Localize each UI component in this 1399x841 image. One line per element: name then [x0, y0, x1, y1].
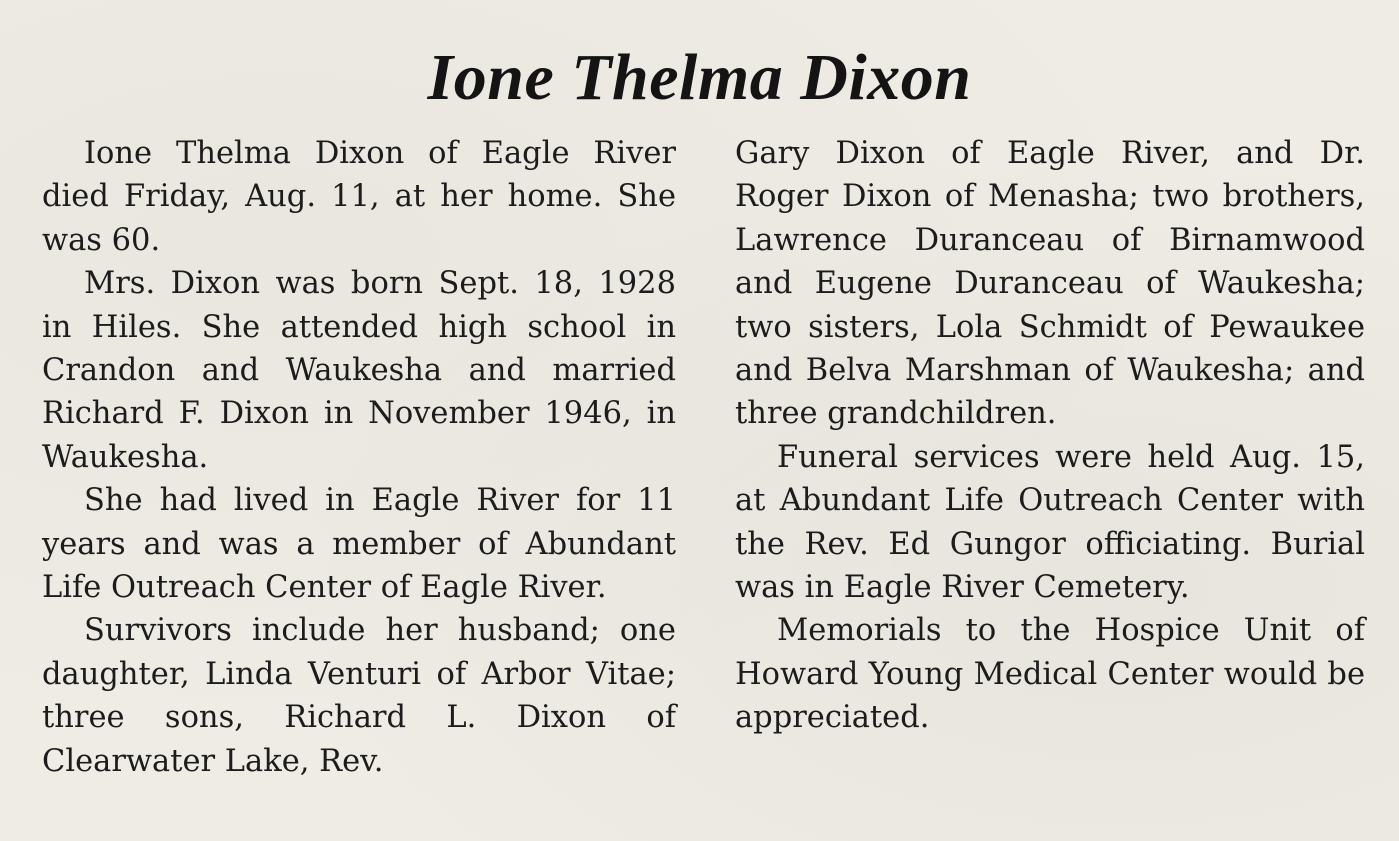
paragraph-memorials: Memorials to the Hospice Unit of Howard Young Medical Center would be appreciated. [735, 613, 1365, 736]
paragraph-funeral-services: Funeral services were held Aug. 15, at Abundant Life Outreach Center with the Rev. Ed Gungor officiating. Burial was in Eagle River Cemetery. [735, 439, 1365, 606]
obituary-title: Ione Thelma Dixon [427, 41, 972, 114]
right-column [735, 132, 1365, 740]
paragraph-survivors-start: Survivors include her husband; one daughter, Linda Venturi of Arbor Vitae; three sons, Richard L. Dixon of Clearwater Lake, Rev. [42, 613, 676, 779]
paragraph-survivors-continued: Gary Dixon of Eagle River, and Dr. Roger Dixon of Menasha; two brothers, Lawrence Duranceau of Birnamwood and Eugene Duranceau of Waukesha; two sisters, Lola Schmidt of Pewaukee and Belva Marshman of Waukesha; and three grandchildren. [735, 136, 1365, 432]
paragraph-biography: Mrs. Dixon was born Sept. 18, 1928 in Hiles. She attended high school in Crandon and Waukesha and married Richard F. Dixon in November 1946, in Waukesha. [42, 266, 676, 475]
paragraph-death-notice: Ione Thelma Dixon of Eagle River died Friday, Aug. 11, at her home. She was 60. [42, 136, 676, 258]
paragraph-residence-church: She had lived in Eagle River for 11 years and was a member of Abundant Life Outreach Center of Eagle River. [42, 483, 676, 606]
left-column [42, 132, 676, 783]
